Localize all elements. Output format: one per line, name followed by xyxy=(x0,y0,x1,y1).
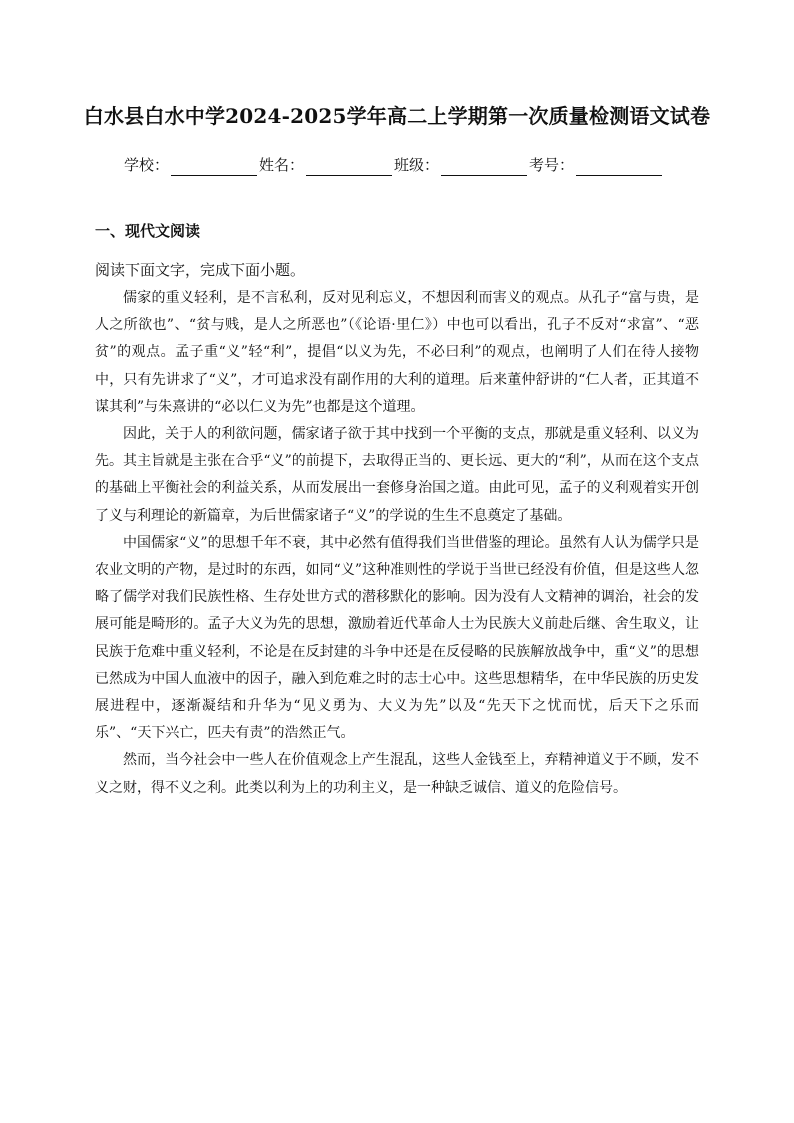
student-info-row xyxy=(124,152,684,176)
class-blank[interactable] xyxy=(441,157,527,176)
number-label: 考号： xyxy=(529,156,575,174)
passage-paragraph: 因此，关于人的利欲问题，儒家诸子欲于其中找到一个平衡的支点，那就是重义轻利、以义为先。其主旨就是主张在合乎“义”的前提下，去取得正当的、更长远、更大的“利”，从而在这个支点的基础上平衡社会的利益关系，从而发展出一套修身治国之道。由此可见，孟子的义利观着实开创了义与利理论的新篇章，为后世儒家诸子“义”的学说的生生不息奠定了基础。 xyxy=(95,426,699,524)
school-field xyxy=(124,154,259,176)
number-field xyxy=(529,154,664,176)
class-field xyxy=(394,154,529,176)
passage-paragraph: 然而，当今社会中一些人在价值观念上产生混乱，这些人金钱至上，弃精神道义于不顾，发不义之财，得不义之利。此类以利为上的功利主义，是一种缺乏诚信、道义的危险信号。 xyxy=(95,752,699,796)
passage-paragraph: 中国儒家“义”的思想千年不衰，其中必然有值得我们当世借鉴的理论。虽然有人认为儒学只是农业文明的产物，是过时的东西，如同“义”这种准则性的学说于当世已经没有价值，但是这些人忽略了儒学对我们民族性格、生存处世方式的潜移默化的影响。因为没有人文精神的调治，社会的发展可能是畸形的。孟子大义为先的思想，激励着近代革命人士为民族大义前赴后继、舍生取义，让民族于危难中重义轻利，不论是在反封建的斗争中还是在反侵略的民族解放战争中，重“义”的思想已然成为中国人血液中的因子，融入到危难之时的志士心中。这些思想精华，在中华民族的历史发展进程中，逐渐凝结和升华为“见义勇为、大义为先”以及“先天下之忧而忧，后天下之乐而乐”、“天下兴亡，匹夫有责”的浩然正气。 xyxy=(95,534,699,742)
school-blank[interactable] xyxy=(171,157,257,176)
reading-instruction: 阅读下面文字，完成下面小题。 xyxy=(95,261,306,279)
school-label: 学校： xyxy=(124,156,170,174)
name-blank[interactable] xyxy=(306,157,392,176)
name-label: 姓名： xyxy=(259,156,305,174)
section-heading: 一、现代文阅读 xyxy=(95,222,201,240)
class-label: 班级： xyxy=(394,156,440,174)
reading-passage xyxy=(95,285,699,802)
number-blank[interactable] xyxy=(576,157,662,176)
passage-paragraph: 儒家的重义轻利，是不言私利，反对见利忘义，不想因利而害义的观点。从孔子“富与贵，是人之所欲也”、“贫与贱，是人之所恶也”（《论语·里仁》）中也可以看出，孔子不反对“求富”、“恶贫”的观点。孟子重“义”轻“利”，提倡“以义为先，不必曰利”的观点，也阐明了人们在待人接物中，只有先讲求了“义”，才可追求没有副作用的大利的道理。后来董仲舒讲的“仁人者，正其道不谋其利”与朱熹讲的“必以仁义为先”也都是这个道理。 xyxy=(95,290,699,415)
name-field xyxy=(259,154,394,176)
exam-title: 白水县白水中学2024-2025学年高二上学期第一次质量检测语文试卷 xyxy=(83,104,711,128)
